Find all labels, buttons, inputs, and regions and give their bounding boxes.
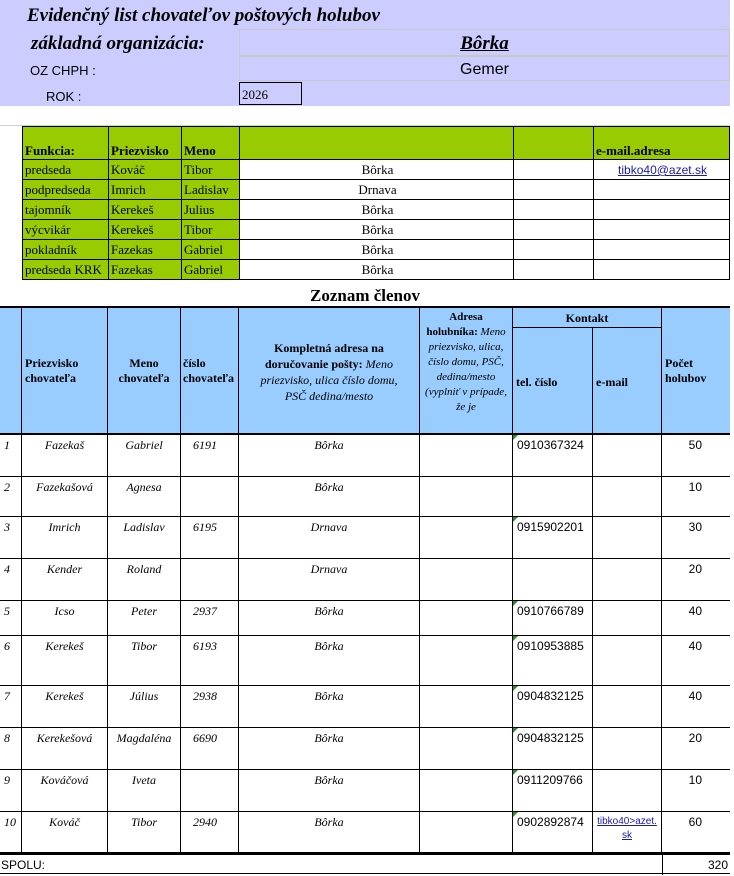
member-holubnik <box>420 770 513 812</box>
member-holubnik <box>420 435 513 477</box>
officer-row <box>22 260 730 280</box>
member-pocet: 10 <box>662 477 730 517</box>
officer-funkcia: predseda KRK <box>22 260 108 280</box>
member-tel <box>513 559 593 601</box>
officer-blank <box>513 240 593 260</box>
member-priezvisko: Imrich <box>22 517 108 559</box>
header-pocet: Počet holubov <box>665 356 707 385</box>
oz-value[interactable]: Gemer <box>239 56 730 81</box>
member-pocet: 10 <box>662 770 730 812</box>
member-pocet: 30 <box>662 517 730 559</box>
header-adresa-ital: Meno priezvisko, ulica číslo domu, PSČ dedina/mesto <box>260 357 398 403</box>
officer-meno: Gabriel <box>181 240 239 260</box>
member-row <box>0 770 730 812</box>
member-holubnik <box>420 636 513 686</box>
officer-priezvisko: Kerekeš <box>108 220 181 240</box>
member-cislo: 6195 <box>181 517 239 559</box>
member-holubnik <box>420 477 513 517</box>
officer-funkcia: tajomník <box>22 200 108 220</box>
member-email <box>593 812 662 853</box>
header-adresa <box>239 308 420 435</box>
member-meno: Roland <box>108 559 181 601</box>
officers-header-funkcia: Funkcia: <box>23 127 109 159</box>
officers-header-meno: Meno <box>182 127 240 159</box>
member-meno: Agnesa <box>108 477 181 517</box>
officer-meno: Gabriel <box>181 260 239 280</box>
header-num <box>0 308 22 435</box>
officer-meno: Julius <box>181 200 239 220</box>
member-cislo <box>181 559 239 601</box>
officer-meno: Tibor <box>181 160 239 180</box>
member-cislo: 6191 <box>181 435 239 477</box>
member-n: 2 <box>0 477 22 517</box>
officer-row <box>22 240 730 260</box>
header-meno: Meno chovateľa <box>108 308 181 435</box>
officer-blank <box>513 220 593 240</box>
member-tel: 0902892874 <box>513 812 593 853</box>
member-n: 9 <box>0 770 22 812</box>
member-pocet: 60 <box>662 812 730 853</box>
member-n: 4 <box>0 559 22 601</box>
member-n: 8 <box>0 728 22 770</box>
member-priezvisko: Icso <box>22 601 108 636</box>
officer-priezvisko: Imrich <box>108 180 181 200</box>
officers-header-obec <box>240 127 514 159</box>
officer-obec: Bôrka <box>239 160 513 180</box>
cell-comment-marker <box>513 517 518 522</box>
officer-email[interactable] <box>593 220 730 240</box>
cell-comment-marker <box>513 636 518 641</box>
member-holubnik <box>420 728 513 770</box>
member-meno: Ladislav <box>108 517 181 559</box>
oz-label: OZ CHPH : <box>30 63 96 78</box>
member-n: 5 <box>0 601 22 636</box>
officer-email[interactable] <box>593 180 730 200</box>
member-row <box>0 728 730 770</box>
member-tel: 0904832125 <box>513 728 593 770</box>
member-priezvisko: Kerekešová <box>22 728 108 770</box>
member-email <box>593 770 662 812</box>
member-adresa: Bôrka <box>239 812 420 853</box>
officer-funkcia: podpredseda <box>22 180 108 200</box>
member-email <box>593 435 662 477</box>
header-holubnik-bold: Adresa holubníka: <box>426 311 483 338</box>
member-priezvisko: Kováč <box>22 812 108 853</box>
header-adresa-bold: Kompletná adresa na doručovanie pošty: <box>265 341 384 371</box>
officer-obec: Drnava <box>239 180 513 200</box>
officer-obec: Bôrka <box>239 220 513 240</box>
cell-comment-marker <box>513 812 518 817</box>
officer-obec: Bôrka <box>239 200 513 220</box>
officer-meno: Ladislav <box>181 180 239 200</box>
member-row <box>0 601 730 636</box>
member-email <box>593 601 662 636</box>
member-email <box>593 636 662 686</box>
member-adresa: Bôrka <box>239 601 420 636</box>
officer-email[interactable] <box>593 160 730 180</box>
members-header <box>0 308 730 435</box>
member-adresa: Bôrka <box>239 477 420 517</box>
page-title: Evidenčný list chovateľov poštových holubov <box>27 5 380 26</box>
member-email <box>593 517 662 559</box>
member-adresa: Bôrka <box>239 770 420 812</box>
member-row <box>0 812 730 853</box>
members-title: Zoznam členov <box>0 284 730 308</box>
member-cislo: 2937 <box>181 601 239 636</box>
footer-row <box>0 853 730 874</box>
officer-row <box>22 220 730 240</box>
officer-funkcia: pokladník <box>22 240 108 260</box>
officer-email[interactable] <box>593 240 730 260</box>
officer-obec: Bôrka <box>239 260 513 280</box>
member-pocet: 40 <box>662 686 730 728</box>
member-pocet: 20 <box>662 728 730 770</box>
member-tel: 0910953885 <box>513 636 593 686</box>
member-holubnik <box>420 517 513 559</box>
header-holubnik-ital: Meno priezvisko, ulica, číslo domu, PSČ, dedina/mesto (vyplniť v prípade, že je <box>425 326 507 413</box>
member-cislo: 6690 <box>181 728 239 770</box>
cell-comment-marker <box>513 435 518 440</box>
header-cislo: číslo chovateľa <box>181 308 239 435</box>
officer-blank <box>513 260 593 280</box>
member-tel <box>513 477 593 517</box>
member-holubnik <box>420 559 513 601</box>
member-email-link-line2[interactable]: sk <box>622 830 632 841</box>
member-pocet: 50 <box>662 435 730 477</box>
cell-comment-marker <box>513 686 518 691</box>
officers-header-email: e-mail.adresa <box>596 143 671 158</box>
officers-header-priezvisko: Priezvisko <box>109 127 182 159</box>
officer-email[interactable] <box>593 200 730 220</box>
member-holubnik <box>420 812 513 853</box>
officer-priezvisko: Kerekeš <box>108 200 181 220</box>
member-tel: 0915902201 <box>513 517 593 559</box>
member-cislo: 2938 <box>181 686 239 728</box>
officer-email[interactable] <box>593 260 730 280</box>
member-tel: 0904832125 <box>513 686 593 728</box>
officer-row <box>22 180 730 200</box>
officer-priezvisko: Fazekas <box>108 260 181 280</box>
header-email: e-mail <box>593 328 662 435</box>
cell-comment-marker <box>513 728 518 733</box>
org-label: základná organizácia: <box>31 33 205 54</box>
officer-meno: Tibor <box>181 220 239 240</box>
member-pocet: 40 <box>662 636 730 686</box>
spolu-label: SPOLU: <box>1 858 46 872</box>
member-meno: Július <box>108 686 181 728</box>
officer-funkcia: predseda <box>22 160 108 180</box>
member-email <box>593 686 662 728</box>
member-email <box>593 477 662 517</box>
member-cislo <box>181 770 239 812</box>
member-row <box>0 559 730 601</box>
member-adresa: Drnava <box>239 517 420 559</box>
header-holubnik <box>420 308 513 435</box>
member-pocet: 20 <box>662 559 730 601</box>
member-n: 6 <box>0 636 22 686</box>
officer-funkcia: výcvikár <box>22 220 108 240</box>
member-priezvisko: Kender <box>22 559 108 601</box>
spacer-row <box>0 106 730 126</box>
cell-comment-marker <box>513 770 518 775</box>
member-meno: Tibor <box>108 636 181 686</box>
officer-priezvisko: Kováč <box>108 160 181 180</box>
member-meno: Peter <box>108 601 181 636</box>
header-priezvisko: Priezvisko chovateľa <box>22 308 108 435</box>
member-n: 7 <box>0 686 22 728</box>
member-email-link-line1[interactable]: tibko40>azet. <box>597 816 657 827</box>
officer-blank <box>513 160 593 180</box>
officer-row <box>22 200 730 220</box>
member-holubnik <box>420 686 513 728</box>
member-meno: Magdaléna <box>108 728 181 770</box>
member-meno: Gabriel <box>108 435 181 477</box>
member-row <box>0 477 730 517</box>
header-kontakt: Kontakt <box>513 308 662 328</box>
member-adresa: Drnava <box>239 559 420 601</box>
member-meno: Iveta <box>108 770 181 812</box>
member-row <box>0 636 730 686</box>
member-cislo: 2940 <box>181 812 239 853</box>
member-row <box>0 435 730 477</box>
member-meno: Tibor <box>108 812 181 853</box>
officer-email-link[interactable]: tibko40@azet.sk <box>618 163 707 177</box>
member-row <box>0 686 730 728</box>
member-adresa: Bôrka <box>239 728 420 770</box>
member-tel: 0911209766 <box>513 770 593 812</box>
rok-label: ROK : <box>46 89 82 104</box>
member-priezvisko: Kerekeš <box>22 636 108 686</box>
officers-header-blank <box>514 127 594 159</box>
member-n: 3 <box>0 517 22 559</box>
member-row <box>0 517 730 559</box>
member-priezvisko: Fazekašová <box>22 477 108 517</box>
member-priezvisko: Kerekeš <box>22 686 108 728</box>
officer-priezvisko: Fazekas <box>108 240 181 260</box>
officers-header <box>22 126 730 160</box>
member-adresa: Bôrka <box>239 435 420 477</box>
member-email <box>593 559 662 601</box>
officer-obec: Bôrka <box>239 240 513 260</box>
officer-blank <box>513 200 593 220</box>
spolu-total: 320 <box>662 855 730 875</box>
member-adresa: Bôrka <box>239 686 420 728</box>
member-adresa: Bôrka <box>239 636 420 686</box>
member-tel: 0910766789 <box>513 601 593 636</box>
officer-blank <box>513 180 593 200</box>
member-priezvisko: Kováčová <box>22 770 108 812</box>
cell-comment-marker <box>513 601 518 606</box>
member-tel: 0910367324 <box>513 435 593 477</box>
member-priezvisko: Fazekaš <box>22 435 108 477</box>
rok-value[interactable]: 2026 <box>239 82 302 105</box>
member-cislo <box>181 477 239 517</box>
member-pocet: 40 <box>662 601 730 636</box>
officer-row <box>22 160 730 180</box>
member-n: 10 <box>0 812 22 853</box>
member-email <box>593 728 662 770</box>
member-n: 1 <box>0 435 22 477</box>
org-value[interactable]: Bôrka <box>239 29 730 56</box>
header-tel: tel. číslo <box>513 328 593 435</box>
member-cislo: 6193 <box>181 636 239 686</box>
member-holubnik <box>420 601 513 636</box>
